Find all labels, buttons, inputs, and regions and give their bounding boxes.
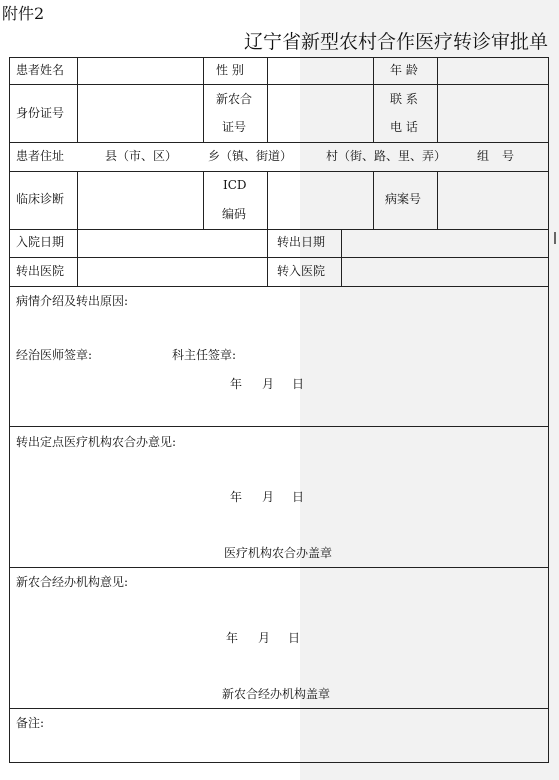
row-divider <box>9 286 549 287</box>
date-month: 月 <box>262 377 275 391</box>
agency-seal-label: 新农合经办机构盖章 <box>222 687 331 701</box>
label-contact-line1: 联 系 <box>390 92 418 106</box>
date-month: 月 <box>258 631 271 645</box>
date-day: 日 <box>292 377 305 391</box>
label-address-village: 村（街、路、里、弄） <box>326 149 447 163</box>
hospital-seal-label: 医疗机构农合办盖章 <box>224 546 333 560</box>
date-day: 日 <box>292 490 305 504</box>
table-top-border <box>9 57 549 58</box>
label-admission-date: 入院日期 <box>16 235 65 249</box>
scan-shading <box>300 0 559 780</box>
date-month: 月 <box>262 490 275 504</box>
table-right-border <box>548 57 549 763</box>
section-condition-heading: 病情介绍及转出原因: <box>16 294 129 308</box>
col-divider <box>203 57 204 142</box>
date-year: 年 <box>230 377 243 391</box>
col-divider <box>437 57 438 142</box>
label-address-township: 乡（镇、街道） <box>208 149 293 163</box>
date-day: 日 <box>288 631 301 645</box>
label-doctor-signature: 经治医师签章: <box>16 348 93 362</box>
label-address: 患者住址 <box>16 149 65 163</box>
col-divider <box>341 229 342 286</box>
section-agency-opinion-heading: 新农合经办机构意见: <box>16 575 129 589</box>
label-address-number: 号 <box>502 149 515 163</box>
label-age: 年 龄 <box>390 63 418 77</box>
label-address-county: 县（市、区） <box>105 149 178 163</box>
label-case-number: 病案号 <box>385 192 422 206</box>
label-icd-line2: 编码 <box>222 207 247 221</box>
table-bottom-border <box>9 762 549 763</box>
label-director-signature: 科主任签章: <box>172 348 237 362</box>
label-diagnosis: 临床诊断 <box>16 192 65 206</box>
label-icd-line1: ICD <box>223 178 247 192</box>
scan-edge-mark <box>554 232 556 244</box>
col-divider <box>77 57 78 142</box>
row-divider <box>9 171 549 172</box>
label-transfer-out-date: 转出日期 <box>277 235 326 249</box>
row-divider <box>9 84 549 85</box>
label-ncms-card-line1: 新农合 <box>216 92 253 106</box>
row-divider <box>9 142 549 143</box>
row-divider <box>9 229 549 230</box>
label-transfer-out-hospital: 转出医院 <box>16 264 65 278</box>
col-divider <box>203 171 204 229</box>
date-year: 年 <box>226 631 239 645</box>
row-divider <box>9 257 549 258</box>
col-divider <box>77 171 78 229</box>
section-divider <box>9 426 549 427</box>
section-divider <box>9 708 549 709</box>
table-left-border <box>9 57 10 763</box>
col-divider <box>373 171 374 229</box>
label-address-group: 组 <box>477 149 490 163</box>
form-title: 辽宁省新型农村合作医疗转诊审批单 <box>244 31 549 53</box>
col-divider <box>267 229 268 286</box>
section-hospital-opinion-heading: 转出定点医疗机构农合办意见: <box>16 435 177 449</box>
attachment-label: 附件2 <box>2 4 45 23</box>
label-transfer-in-hospital: 转入医院 <box>277 264 326 278</box>
col-divider <box>267 171 268 229</box>
col-divider <box>77 229 78 286</box>
col-divider <box>373 57 374 142</box>
label-ncms-card-line2: 证号 <box>222 120 247 134</box>
label-id-number: 身份证号 <box>16 106 65 120</box>
col-divider <box>267 57 268 142</box>
section-divider <box>9 567 549 568</box>
date-year: 年 <box>230 490 243 504</box>
label-contact-line2: 电 话 <box>390 120 418 134</box>
label-remarks: 备注: <box>16 716 45 730</box>
label-patient-name: 患者姓名 <box>16 63 65 77</box>
label-gender: 性 别 <box>216 63 244 77</box>
col-divider <box>437 171 438 229</box>
